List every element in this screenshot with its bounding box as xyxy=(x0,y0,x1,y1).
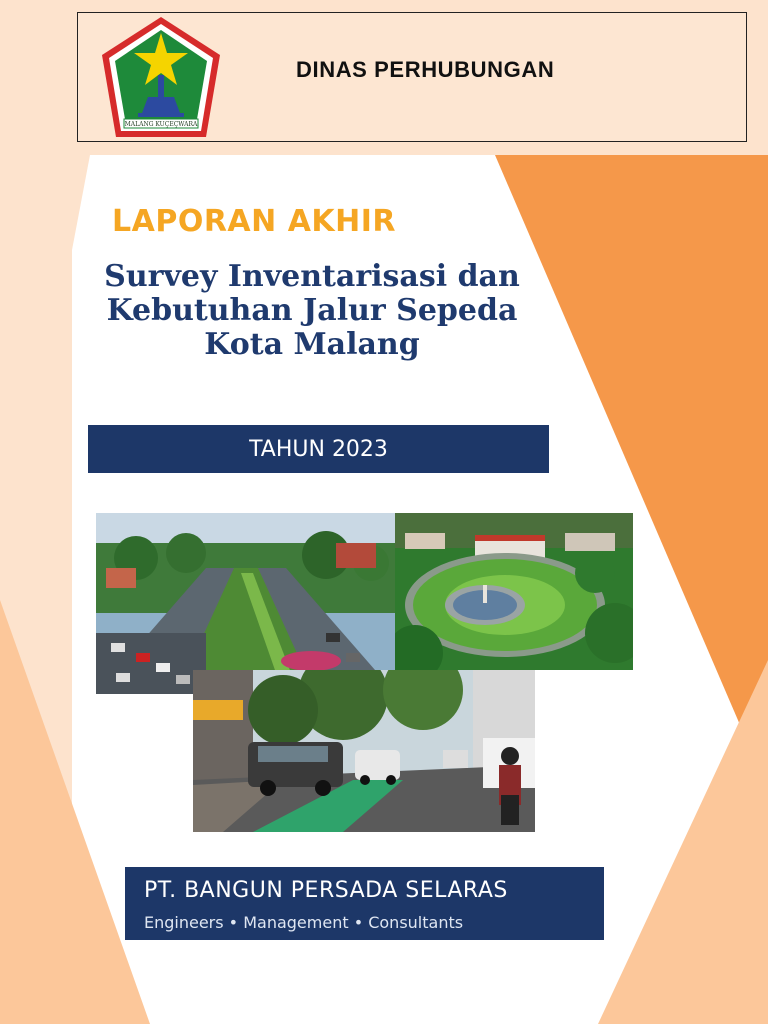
year-banner xyxy=(88,425,549,473)
malang-city-logo xyxy=(98,15,224,139)
photo-city-square xyxy=(395,513,633,670)
agency-name: DINAS PERHUBUNGAN xyxy=(296,57,555,82)
header-box xyxy=(77,12,747,142)
company-tagline: Engineers • Management • Consultants xyxy=(144,913,464,932)
svg-text:MALANG KUÇEÇWARA: MALANG KUÇEÇWARA xyxy=(124,121,198,128)
photo-bike-lane xyxy=(193,670,535,832)
photo-boulevard xyxy=(96,513,396,694)
company-box xyxy=(125,867,604,940)
report-label: LAPORAN AKHIR xyxy=(112,204,397,239)
title-line: Survey Inventarisasi dan xyxy=(104,259,520,294)
document-title xyxy=(70,260,554,362)
title-line: Kebutuhan Jalur Sepeda xyxy=(106,293,518,328)
year-text: TAHUN 2023 xyxy=(249,436,388,462)
company-name: PT. BANGUN PERSADA SELARAS xyxy=(144,878,508,903)
title-line: Kota Malang xyxy=(204,327,420,362)
